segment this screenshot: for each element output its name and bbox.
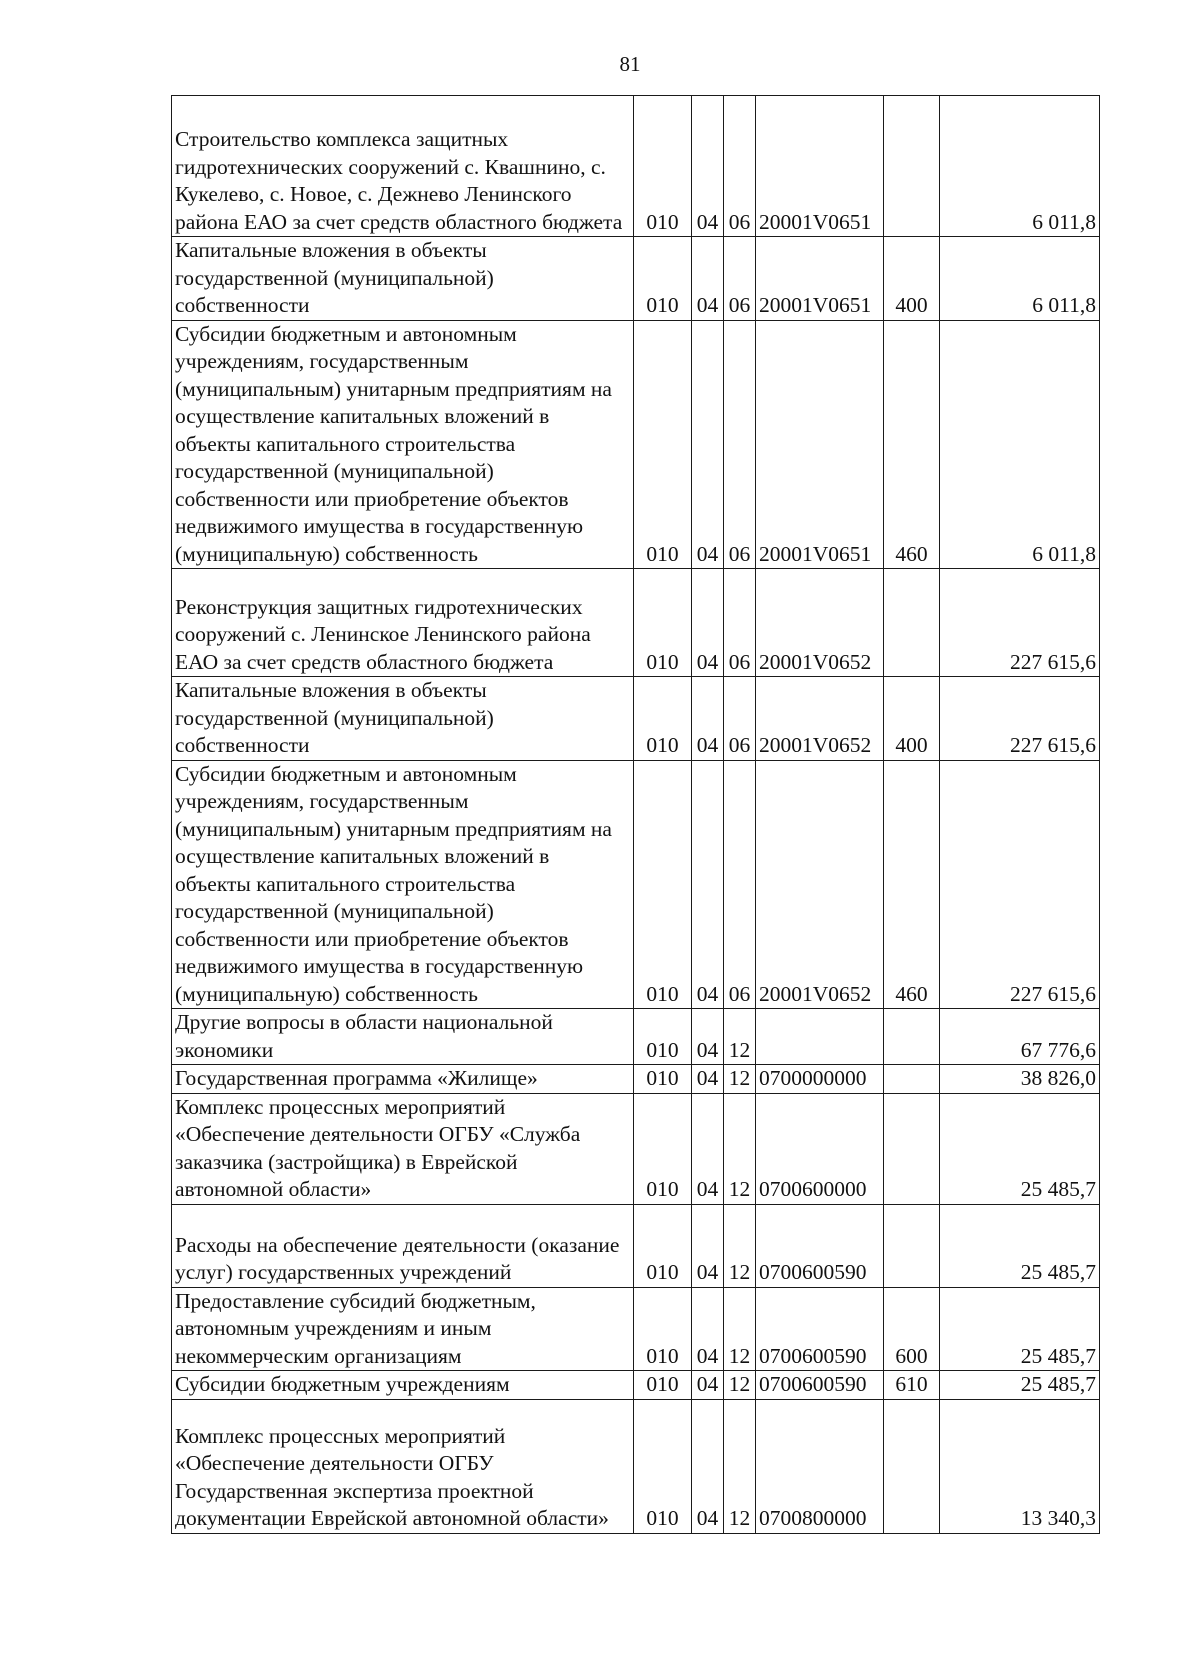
page-number: 81 xyxy=(619,52,641,76)
section-code: 04 xyxy=(692,1399,724,1533)
table-row xyxy=(172,1093,1100,1204)
target-article-code: 0700600590 xyxy=(756,1287,884,1371)
table-row xyxy=(172,237,1100,321)
amount-value: 38 826,0 xyxy=(940,1065,1100,1094)
table-row xyxy=(172,1399,1100,1533)
subsection-code: 12 xyxy=(724,1065,756,1094)
expense-type-code: 460 xyxy=(884,320,940,569)
budget-table xyxy=(171,95,1100,1534)
expense-type-code xyxy=(884,1399,940,1533)
row-name-text: Субсидии бюджетным и автономным учреждениям, государственным (муниципальным) унитарным предприятиям на осуществление капитальных вложений в объекты капитального строительства государственной (муниципальной) собственности или приобретение объектов недвижимого имущества в государственную (муниципальную) собственность xyxy=(175,761,612,1006)
table-row xyxy=(172,1287,1100,1371)
table-row xyxy=(172,320,1100,569)
row-name xyxy=(172,1371,634,1400)
amount-value: 25 485,7 xyxy=(940,1204,1100,1287)
target-article-code: 0700600590 xyxy=(756,1371,884,1400)
ministry-code: 010 xyxy=(634,237,692,321)
section-code: 04 xyxy=(692,1204,724,1287)
subsection-code: 12 xyxy=(724,1093,756,1204)
subsection-code: 12 xyxy=(724,1371,756,1400)
row-name xyxy=(172,1204,634,1287)
row-name-text: Государственная программа «Жилище» xyxy=(175,1066,538,1090)
section-code: 04 xyxy=(692,1093,724,1204)
section-code: 04 xyxy=(692,677,724,761)
ministry-code: 010 xyxy=(634,1065,692,1094)
table-row xyxy=(172,1371,1100,1400)
ministry-code: 010 xyxy=(634,569,692,677)
table-row xyxy=(172,677,1100,761)
target-article-code: 0700800000 xyxy=(756,1399,884,1533)
expense-type-code xyxy=(884,96,940,237)
subsection-code: 12 xyxy=(724,1287,756,1371)
subsection-code: 06 xyxy=(724,96,756,237)
expense-type-code xyxy=(884,1065,940,1094)
target-article-code: 20001V0651 xyxy=(756,96,884,237)
table-row xyxy=(172,96,1100,237)
amount-value: 227 615,6 xyxy=(940,569,1100,677)
expense-type-code: 600 xyxy=(884,1287,940,1371)
amount-value: 6 011,8 xyxy=(940,96,1100,237)
expense-type-code xyxy=(884,1204,940,1287)
target-article-code xyxy=(756,1009,884,1065)
subsection-code: 06 xyxy=(724,760,756,1009)
section-code: 04 xyxy=(692,1065,724,1094)
amount-value: 227 615,6 xyxy=(940,760,1100,1009)
table-row xyxy=(172,569,1100,677)
amount-value: 25 485,7 xyxy=(940,1093,1100,1204)
subsection-code: 12 xyxy=(724,1399,756,1533)
target-article-code: 20001V0651 xyxy=(756,320,884,569)
row-name-text: Комплекс процессных мероприятий «Обеспечение деятельности ОГБУ Государственная экспертиза проектной документации Еврейской автономной области» xyxy=(175,1423,609,1530)
row-name xyxy=(172,569,634,677)
row-name-text: Строительство комплекса защитных гидротехнических сооружений с. Квашнино, с. Кукелево, с. Новое, с. Дежнево Ленинского района ЕАО за счет средств областного бюджета xyxy=(175,127,623,234)
amount-value: 6 011,8 xyxy=(940,320,1100,569)
row-name xyxy=(172,237,634,321)
section-code: 04 xyxy=(692,96,724,237)
ministry-code: 010 xyxy=(634,1371,692,1400)
expense-type-code: 460 xyxy=(884,760,940,1009)
row-name xyxy=(172,96,634,237)
expense-type-code: 610 xyxy=(884,1371,940,1400)
row-name-text: Капитальные вложения в объекты государственной (муниципальной) собственности xyxy=(175,238,494,317)
row-name-text: Расходы на обеспечение деятельности (оказание услуг) государственных учреждений xyxy=(175,1232,620,1284)
row-name xyxy=(172,1009,634,1065)
target-article-code: 20001V0652 xyxy=(756,569,884,677)
amount-value: 13 340,3 xyxy=(940,1399,1100,1533)
section-code: 04 xyxy=(692,320,724,569)
row-name xyxy=(172,760,634,1009)
table-row xyxy=(172,1065,1100,1094)
amount-value: 227 615,6 xyxy=(940,677,1100,761)
expense-type-code xyxy=(884,1009,940,1065)
table-row xyxy=(172,760,1100,1009)
amount-value: 67 776,6 xyxy=(940,1009,1100,1065)
target-article-code: 0700600590 xyxy=(756,1204,884,1287)
ministry-code: 010 xyxy=(634,1399,692,1533)
ministry-code: 010 xyxy=(634,96,692,237)
section-code: 04 xyxy=(692,760,724,1009)
target-article-code: 20001V0652 xyxy=(756,677,884,761)
ministry-code: 010 xyxy=(634,320,692,569)
table-row xyxy=(172,1204,1100,1287)
row-name-text: Реконструкция защитных гидротехнических сооружений с. Ленинское Ленинского района ЕАО за счет средств областного бюджета xyxy=(175,594,591,674)
expense-type-code: 400 xyxy=(884,677,940,761)
section-code: 04 xyxy=(692,569,724,677)
ministry-code: 010 xyxy=(634,677,692,761)
subsection-code: 12 xyxy=(724,1009,756,1065)
row-name xyxy=(172,320,634,569)
ministry-code: 010 xyxy=(634,760,692,1009)
expense-type-code: 400 xyxy=(884,237,940,321)
ministry-code: 010 xyxy=(634,1009,692,1065)
row-name xyxy=(172,1093,634,1204)
expense-type-code xyxy=(884,569,940,677)
ministry-code: 010 xyxy=(634,1204,692,1287)
target-article-code: 0700000000 xyxy=(756,1065,884,1094)
target-article-code: 0700600000 xyxy=(756,1093,884,1204)
target-article-code: 20001V0652 xyxy=(756,760,884,1009)
subsection-code: 06 xyxy=(724,320,756,569)
section-code: 04 xyxy=(692,237,724,321)
amount-value: 25 485,7 xyxy=(940,1287,1100,1371)
row-name-text: Капитальные вложения в объекты государственной (муниципальной) собственности xyxy=(175,678,494,757)
row-name-text: Другие вопросы в области национальной экономики xyxy=(175,1010,553,1062)
section-code: 04 xyxy=(692,1287,724,1371)
row-name-text: Предоставление субсидий бюджетным, автономным учреждениям и иным некоммерческим организациям xyxy=(175,1288,536,1368)
subsection-code: 06 xyxy=(724,569,756,677)
ministry-code: 010 xyxy=(634,1287,692,1371)
row-name xyxy=(172,1399,634,1533)
subsection-code: 06 xyxy=(724,677,756,761)
amount-value: 6 011,8 xyxy=(940,237,1100,321)
row-name-text: Комплекс процессных мероприятий «Обеспечение деятельности ОГБУ «Служба заказчика (застройщика) в Еврейской автономной области» xyxy=(175,1094,581,1201)
section-code: 04 xyxy=(692,1009,724,1065)
subsection-code: 12 xyxy=(724,1204,756,1287)
row-name xyxy=(172,1065,634,1094)
expense-type-code xyxy=(884,1093,940,1204)
amount-value: 25 485,7 xyxy=(940,1371,1100,1400)
row-name xyxy=(172,677,634,761)
row-name xyxy=(172,1287,634,1371)
row-name-text: Субсидии бюджетным учреждениям xyxy=(175,1372,510,1396)
subsection-code: 06 xyxy=(724,237,756,321)
ministry-code: 010 xyxy=(634,1093,692,1204)
section-code: 04 xyxy=(692,1371,724,1400)
target-article-code: 20001V0651 xyxy=(756,237,884,321)
row-name-text: Субсидии бюджетным и автономным учреждениям, государственным (муниципальным) унитарным предприятиям на осуществление капитальных вложений в объекты капитального строительства государственной (муниципальной) собственности или приобретение объектов недвижимого имущества в государственную (муниципальную) собственность xyxy=(175,321,612,566)
table-row xyxy=(172,1009,1100,1065)
